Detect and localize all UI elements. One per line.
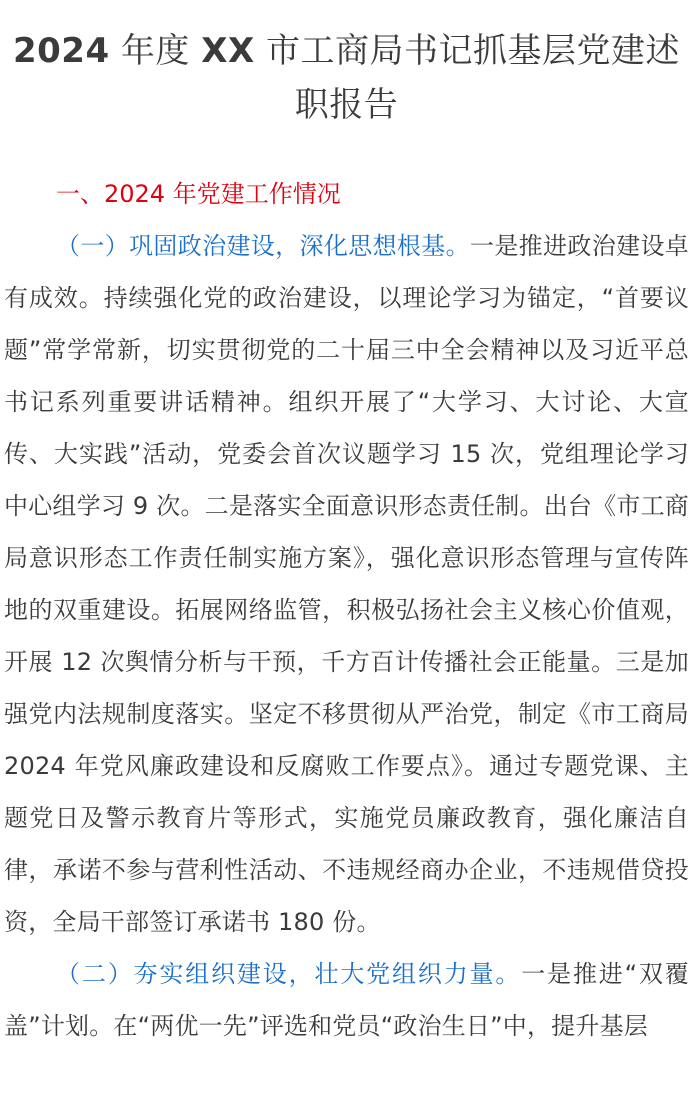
paragraph-body-1: 一是推进政治建设卓有成效。持续强化党的政治建设，以理论学习为锚定，“首要议题”常学常新，切实贯彻党的二十届三中全会精神以及习近平总书记系列重要讲话精神。组织开展了“大学习、大讨论、大宣传、大实践”活动，党委会首次议题学习 15 次，党组理论学习中心组学习 9 次。二是落实全面意识形态责任制。出台《市工商局意识形态工作责任制实施方案》，强化意识形态管理与宣传阵地的双重建设。拓展网络监管，积极弘扬社会主义核心价值观，开展 12 次舆情分析与干预，千方百计传播社会正能量。三是加强党内法规制度落实。坚定不移贯彻从严治党，制定《市工商局 2024 年党风廉政建设和反腐败工作要点》。通过专题党课、主题党日及警示教育片等形式，实施党员廉政教育，强化廉洁自律，承诺不参与营利性活动、不违规经商办企业，不违规借贷投资，全局干部签订承诺书 180 份。	[4, 232, 689, 936]
document-title	[4, 24, 689, 132]
title-text-part1: 年度	[109, 31, 202, 71]
title-placeholder-xx: XX	[201, 31, 255, 71]
subsection-heading-2: （二）夯实组织建设，壮大党组织力量。	[56, 960, 522, 988]
paragraph-organization-building	[4, 948, 689, 1052]
paragraph-body-2: 一是推进“双覆盖”计划。在“两优一先”评选和党员“政治生日”中，提升基层	[4, 960, 689, 1040]
paragraph-political-building	[4, 220, 689, 948]
subsection-heading-1: （一）巩固政治建设，深化思想根基。	[56, 232, 470, 260]
section-heading-1: 一、2024 年党建工作情况	[56, 180, 341, 208]
title-text-part2: 市工商局书记抓基层党建述职报告	[254, 31, 680, 125]
title-year: 2024	[12, 31, 110, 71]
